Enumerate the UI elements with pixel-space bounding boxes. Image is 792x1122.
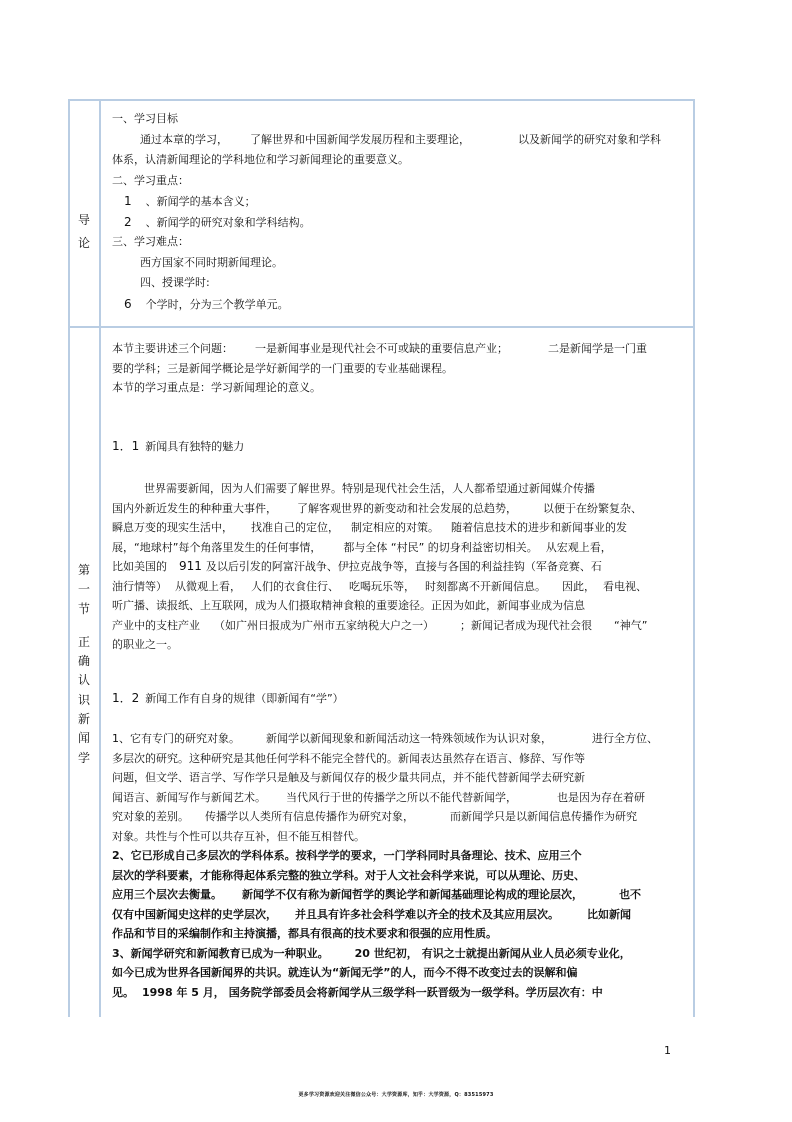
- paragraph-text: “神气”: [614, 618, 648, 632]
- difficulty-text: 西方国家不同时期新闻理论。: [140, 255, 283, 269]
- section1-label-char: 确: [77, 654, 90, 669]
- paragraph-number: 911: [179, 559, 202, 573]
- paragraph-text: 并且具有许多社会科学难以齐全的技术及其应用层次。: [295, 907, 559, 921]
- intro-label-char: 导: [77, 213, 90, 227]
- paragraph-text: 1、它有专门的研究对象。: [112, 732, 240, 745]
- table-right-border: [693, 99, 695, 1017]
- summary-text: 要的学科；三是新闻学概论是学好新闻学的一门重要的专业基础课程。: [112, 361, 453, 375]
- paragraph-text: 2、它已形成自己多层次的学科体系。按科学学的要求，一门学科同时具备理论、技术、应用三个: [112, 849, 582, 862]
- difficulties-heading: 三、学习难点：: [112, 235, 189, 248]
- intro-content: [112, 109, 687, 314]
- paragraph-text: 有识之士就提出新闻从业人员必须专业化，: [421, 946, 631, 960]
- paragraph-text: 作品和节目的采编制作和主持演播，都具有很高的技术要求和很强的应用性质。: [112, 927, 497, 940]
- paragraph-1-2: [112, 729, 687, 1002]
- paragraph-text: 新闻学不仅有称为新闻哲学的舆论学和新闻基础理论构成的理论层次，: [242, 888, 583, 901]
- paragraph-text: 的职业之一。: [112, 638, 178, 651]
- key-point-text: 、新闻学的研究对象和学科结构。: [145, 215, 311, 229]
- section1-label-char: 一: [77, 582, 90, 597]
- section1-label-char: 闻: [77, 731, 90, 746]
- footer-note: 更多学习资源欢迎关注微信公众号：大学资源库，知乎：大学资源，Q：83515973: [298, 1092, 494, 1098]
- section1-label-char: 第: [77, 563, 90, 577]
- key-point-number: 2: [124, 214, 132, 229]
- paragraph-text: 制定相应的对策。: [351, 521, 439, 534]
- intro-label: [70, 211, 98, 254]
- paragraph-text: 仅有中国新闻史这样的史学层次，: [112, 907, 277, 921]
- key-point-number: 1: [124, 194, 132, 208]
- paragraph-text: 从宏观上看，: [545, 540, 612, 554]
- paragraph-text: 国内外新近发生的种种重大事件，: [112, 501, 277, 515]
- summary-text: 本节的学习重点是：学习新闻理论的意义。: [112, 381, 321, 394]
- section1-label-char: 节: [77, 601, 90, 616]
- paragraph-text: 以便于在纷繁复杂、: [543, 501, 642, 515]
- paragraph-text: 因此，: [562, 579, 595, 593]
- paragraph-text: 听广播、读报纸、上互联网，成为人们摄取精神食粮的重要途径。正因为如此，新闻事业成为信息: [112, 599, 585, 612]
- paragraph-text: 新闻学以新闻现象和新闻活动这一特殊领域作为认识对象，: [266, 732, 552, 745]
- paragraph-text: 问题，但文学、语言学、写作学只是触及与新闻仅存的极少量共同点，并不能代替新闻学去研究新: [112, 771, 585, 784]
- class-hours-text: 个学时，分为三个教学单元。: [145, 297, 289, 311]
- paragraph-text: 产业中的支柱产业: [112, 618, 200, 632]
- paragraph-text: 闻语言、新闻写作与新闻艺术。: [112, 790, 266, 804]
- class-hours-heading: 四、授课学时:: [140, 276, 210, 289]
- section1-label-char: 识: [77, 692, 90, 707]
- paragraph-text: 而新闻学只是以新闻信息传播作为研究: [450, 810, 637, 823]
- heading-number: 1．2: [112, 691, 140, 705]
- section1-label-char: 学: [77, 750, 90, 765]
- section1-label: [70, 561, 98, 768]
- summary-text: 二是新闻学是一门重: [548, 342, 647, 355]
- section1-label-char: 正: [77, 634, 90, 649]
- class-hours-number: 6: [124, 296, 132, 311]
- paragraph-text: 找准自己的定位，: [251, 521, 339, 534]
- paragraph-text: 瞬息万变的现实生活中，: [112, 521, 233, 534]
- paragraph-text: 也不: [619, 888, 641, 901]
- paragraph-text: 也是因为存在着研: [557, 790, 645, 804]
- paragraph-text: 了解客观世界的新变动和社会发展的总趋势，: [297, 501, 517, 515]
- heading-1-1: [112, 437, 687, 457]
- paragraph-text: 看电视、: [603, 579, 647, 593]
- paragraph-text: 随着信息技术的进步和新闻事业的发: [451, 521, 627, 534]
- table-row-divider: [68, 326, 695, 328]
- paragraph-text: （如广州日报成为广州市五家纳税大户之一）: [214, 618, 434, 632]
- paragraph-text: 当代风行于世的传播学之所以不能代替新闻学，: [286, 790, 517, 804]
- key-point-text: 、新闻学的基本含义；: [145, 195, 256, 208]
- paragraph-text: 比如新闻: [587, 907, 631, 921]
- intro-label-char: 论: [77, 236, 90, 251]
- paragraph-text: 多层次的研究。这种研究是其他任何学科不能完全替代的。新闻表达虽然存在语言、修辞、写作等: [112, 751, 585, 765]
- summary-text: 一是新闻事业是现代社会不可或缺的重要信息产业；: [255, 342, 508, 355]
- table-top-border: [68, 99, 695, 101]
- paragraph-text: 及以后引发的阿富汗战争、伊拉克战争等，直接与各国的利益挂钩（军备竞赛、石: [205, 560, 602, 573]
- page-number: 1: [664, 1044, 671, 1057]
- paragraph-text: 进行全方位、: [592, 732, 658, 745]
- paragraph-text: 如今已成为世界各国新闻界的共识。就连认为“新闻无学”的人，而今不得不改变过去的误解和偏: [112, 966, 578, 979]
- paragraph-text: 从微观上看，: [175, 579, 241, 593]
- key-points-heading: 二、学习重点：: [112, 173, 189, 187]
- paragraph-text: 油行情等）: [112, 579, 167, 593]
- paragraph-text: 应用三个层次去衡量。: [112, 888, 222, 901]
- section1-label-char: 新: [77, 712, 90, 727]
- paragraph-text: 层次的学科要素，才能称得起体系完整的独立学科。对于人文社会科学来说，可以从理论、历史、: [112, 868, 585, 882]
- paragraph-text: 吃喝玩乐等，: [349, 579, 415, 593]
- goal-text: 了解世界和中国新闻学发展历程和主要理论，: [250, 132, 470, 146]
- paragraph-text: 世界需要新闻，因为人们需要了解世界。特别是现代社会生活，人人都希望通过新闻媒介传播: [144, 482, 595, 495]
- goal-text: 通过本章的学习，: [140, 132, 228, 146]
- paragraph-text: 都与全体 “村民” 的切身利益密切相关。: [343, 540, 538, 554]
- goal-text: 以及新闻学的研究对象和学科: [518, 132, 661, 146]
- section1-summary: [112, 339, 687, 398]
- paragraph-text: 比如美国的: [112, 560, 167, 573]
- paragraph-text: 3、新闻学研究和新闻教育已成为一种职业。: [112, 946, 329, 960]
- summary-text: 本节主要讲述三个问题：: [112, 342, 233, 355]
- paragraph-text: 时刻都离不开新闻信息。: [425, 579, 546, 593]
- learning-goals-heading: 一、学习目标: [112, 112, 178, 125]
- paragraph-text: 对象。共性与个性可以共存互补，但不能互相替代。: [112, 829, 365, 843]
- goal-text: 体系，认清新闻理论的学科地位和学习新闻理论的重要意义。: [112, 153, 409, 166]
- heading-title: 新闻工作有自身的规律（即新闻有“学”）: [145, 692, 344, 705]
- paragraph-text: 国务院学部委员会将新闻学从三级学科一跃晋级为一级学科。学历层次有：中: [228, 985, 603, 999]
- section1-label-char: 认: [77, 673, 90, 688]
- paragraph-text: 1998 年 5 月，: [142, 985, 225, 999]
- paragraph-1-1: [112, 479, 687, 655]
- heading-1-2: [112, 689, 687, 709]
- paragraph-text: ；新闻记者成为现代社会很: [460, 618, 592, 632]
- paragraph-text: 见。: [112, 985, 134, 999]
- table-column-divider: [99, 99, 101, 1017]
- paragraph-text: 究对象的差别。: [112, 810, 189, 823]
- heading-number: 1．1: [112, 439, 140, 453]
- paragraph-text: 20 世纪初，: [354, 946, 418, 960]
- paragraph-text: 展，“地球村”每个角落里发生的任何事情，: [112, 540, 322, 554]
- paragraph-text: 传播学以人类所有信息传播作为研究对象，: [205, 810, 414, 823]
- heading-title: 新闻具有独特的魅力: [145, 440, 245, 453]
- paragraph-text: 人们的衣食住行、: [251, 579, 339, 593]
